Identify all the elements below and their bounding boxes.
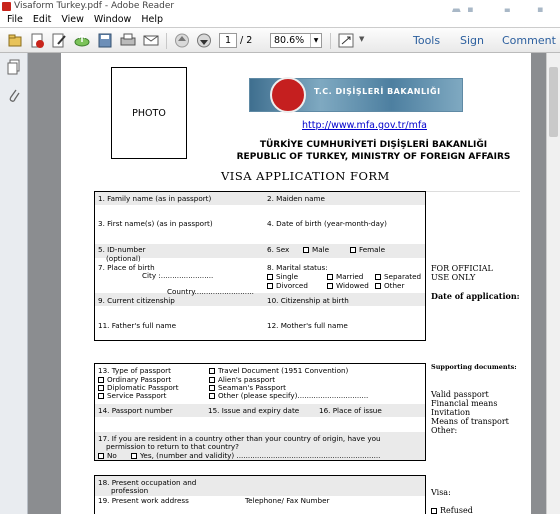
tools-button[interactable]: Tools: [413, 34, 441, 47]
supporting-documents-label: Supporting documents:: [431, 363, 517, 371]
toolbar: [0, 27, 560, 53]
maiden-name-label[interactable]: 2. Maiden name: [267, 194, 325, 203]
place-of-birth-label: 7. Place of birth: [98, 263, 155, 272]
pdf-page: [61, 53, 531, 514]
edit-icon[interactable]: [50, 32, 68, 49]
marital-separated-option[interactable]: [375, 272, 421, 281]
current-citizenship-label[interactable]: 9. Current citizenship: [98, 296, 175, 305]
toolbar-separator: [330, 33, 331, 49]
citizenship-at-birth-label[interactable]: 10. Citizenship at birth: [267, 296, 349, 305]
next-page-icon[interactable]: [195, 32, 213, 49]
sex-female-label: Female: [359, 245, 385, 254]
save-icon[interactable]: [96, 32, 114, 49]
occupation-label-cont: profession: [111, 486, 149, 495]
ministry-name-turkish: TÜRKİYE CUMHURİYETİ DIŞİŞLERİ BAKANLIĞI: [259, 140, 488, 150]
zoom-select[interactable]: [270, 33, 322, 48]
residence-question: 17. If you are resident in a country other than your country of origin, have you: [98, 434, 381, 443]
sign-button[interactable]: Sign: [460, 34, 484, 47]
marital-other-option[interactable]: [375, 281, 404, 290]
ministry-seal-icon: [270, 77, 306, 113]
checkbox[interactable]: [327, 274, 333, 280]
passport-ordinary-label: Ordinary Passport: [107, 375, 172, 384]
menu-window[interactable]: Window: [93, 14, 132, 25]
comment-button[interactable]: Comment: [502, 34, 556, 47]
menu-edit[interactable]: Edit: [32, 14, 52, 25]
refused-label: Refused: [440, 506, 473, 514]
photo-box: PHOTO: [111, 67, 187, 159]
id-number-optional: (optional): [106, 254, 141, 263]
personal-info-section: [94, 191, 426, 341]
marital-single-label: Single: [276, 272, 299, 281]
divider: [426, 191, 520, 192]
navigation-pane: [0, 53, 28, 514]
upload-cloud-icon[interactable]: [73, 32, 91, 49]
marital-single-option[interactable]: [267, 272, 298, 281]
marital-status-label: 8. Marital status:: [267, 263, 328, 272]
other-label: Other:: [431, 426, 458, 435]
financial-means-label: Financial means: [431, 399, 498, 408]
page-thumbnails-icon[interactable]: [7, 59, 21, 75]
ministry-url-link[interactable]: http://www.mfa.gov.tr/mfa: [302, 120, 427, 131]
issue-expiry-label[interactable]: 15. Issue and expiry date: [208, 406, 300, 415]
open-icon[interactable]: [6, 32, 24, 49]
logo-text: T.C. DIŞİŞLERİ BAKANLIĞI: [314, 87, 441, 96]
page-total: / 2: [240, 35, 253, 46]
passport-travel-doc-label: Travel Document (1951 Convention): [218, 366, 349, 375]
checkbox[interactable]: [267, 274, 273, 280]
checkbox[interactable]: [131, 453, 137, 459]
occupation-section: [94, 475, 426, 514]
checkbox[interactable]: [327, 283, 333, 289]
passport-service-label: Service Passport: [107, 391, 167, 400]
passport-diplomatic-label: Diplomatic Passport: [107, 383, 179, 392]
residence-question-cont: permission to return to that country?: [106, 442, 239, 451]
marital-widowed-option[interactable]: [327, 281, 369, 290]
email-icon[interactable]: [142, 32, 160, 49]
print-icon[interactable]: [119, 32, 137, 49]
family-name-label[interactable]: 1. Family name (as in passport): [98, 194, 212, 203]
passport-service-option[interactable]: [98, 391, 167, 400]
form-title: VISA APPLICATION FORM: [221, 169, 390, 183]
country-field[interactable]: Country..........................: [167, 287, 254, 296]
official-use-line2: USE ONLY: [431, 273, 476, 282]
marital-other-label: Other: [384, 281, 405, 290]
marital-separated-label: Separated: [384, 272, 422, 281]
marital-divorced-option[interactable]: [267, 281, 308, 290]
vertical-scrollbar[interactable]: [546, 53, 560, 514]
mothers-name-label[interactable]: 12. Mother's full name: [267, 321, 348, 330]
sex-female-option[interactable]: [350, 245, 385, 254]
residence-no-label: No: [107, 451, 117, 460]
sex-male-option[interactable]: [303, 245, 329, 254]
checkbox[interactable]: [98, 393, 104, 399]
passport-type-label: 13. Type of passport: [98, 366, 171, 375]
residence-no-option[interactable]: [98, 451, 117, 460]
toolbar-separator: [166, 33, 167, 49]
zoom-value: 80.6%: [274, 35, 305, 46]
means-of-transport-label: Means of transport: [431, 417, 509, 426]
date-of-birth-label[interactable]: 4. Date of birth (year-month-day): [267, 219, 387, 228]
menu-view[interactable]: View: [61, 14, 84, 25]
scrollbar-thumb[interactable]: [549, 67, 558, 137]
marital-married-label: Married: [336, 272, 364, 281]
passport-other-option[interactable]: [209, 391, 368, 400]
chevron-down-icon[interactable]: ▼: [310, 34, 321, 47]
passport-seaman-label: Seaman's Passport: [218, 383, 286, 392]
refused-option[interactable]: [431, 506, 473, 514]
occupation-label[interactable]: 18. Present occupation and: [98, 478, 197, 487]
marital-widowed-label: Widowed: [336, 281, 369, 290]
checkbox[interactable]: [98, 453, 104, 459]
checkbox[interactable]: [431, 508, 437, 514]
city-field[interactable]: City :.......................: [142, 271, 214, 280]
telephone-fax-label[interactable]: Telephone/ Fax Number: [245, 496, 330, 505]
work-address-label[interactable]: 19. Present work address: [98, 496, 189, 505]
place-of-issue-label[interactable]: 16. Place of issue: [319, 406, 382, 415]
visa-label: Visa:: [431, 488, 451, 497]
ministry-name-english: REPUBLIC OF TURKEY, MINISTRY OF FOREIGN AFFAIRS: [236, 152, 511, 162]
checkbox[interactable]: [209, 368, 215, 374]
checkbox[interactable]: [303, 247, 309, 253]
invitation-label: Invitation: [431, 408, 471, 417]
menu-bar: [0, 12, 560, 27]
official-use-line1: FOR OFFICIAL: [431, 264, 493, 273]
date-of-application-label: Date of application:: [431, 291, 520, 301]
passport-number-label[interactable]: 14. Passport number: [98, 406, 173, 415]
checkbox[interactable]: [267, 283, 273, 289]
toolbar-more-icon[interactable]: ▼: [359, 35, 365, 43]
marital-divorced-label: Divorced: [276, 281, 308, 290]
checkbox[interactable]: [350, 247, 356, 253]
page-number-input[interactable]: 1: [219, 33, 237, 48]
adobe-reader-icon: [2, 2, 11, 11]
marital-married-option[interactable]: [327, 272, 363, 281]
attachments-paperclip-icon[interactable]: [7, 87, 21, 103]
menu-help[interactable]: Help: [141, 14, 163, 25]
passport-travel-doc-option[interactable]: [209, 366, 348, 375]
passport-alien-label: Alien's passport: [218, 375, 276, 384]
menu-file[interactable]: File: [7, 14, 23, 25]
fathers-name-label[interactable]: 11. Father's full name: [98, 321, 177, 330]
residence-yes-label: Yes, (number and validity) ...............................................................: [140, 451, 381, 460]
first-name-label[interactable]: 3. First name(s) (as in passport): [98, 219, 213, 228]
checkbox[interactable]: [375, 283, 381, 289]
id-number-label[interactable]: 5. ID-number: [98, 245, 146, 254]
checkbox[interactable]: [375, 274, 381, 280]
checkbox[interactable]: [209, 393, 215, 399]
fit-page-icon[interactable]: [337, 32, 355, 49]
sex-label: 6. Sex: [267, 245, 290, 254]
valid-passport-label: Valid passport: [431, 390, 489, 399]
ministry-logo-banner: [249, 78, 463, 112]
residence-yes-option[interactable]: [131, 451, 380, 460]
passport-other-label: Other (please specify)...............................: [218, 391, 369, 400]
sex-male-label: Male: [312, 245, 330, 254]
window-title: Visaform Turkey.pdf - Adobe Reader: [14, 1, 175, 11]
create-pdf-icon[interactable]: [28, 32, 46, 49]
previous-page-icon[interactable]: [173, 32, 191, 49]
passport-info-section: [94, 363, 426, 461]
